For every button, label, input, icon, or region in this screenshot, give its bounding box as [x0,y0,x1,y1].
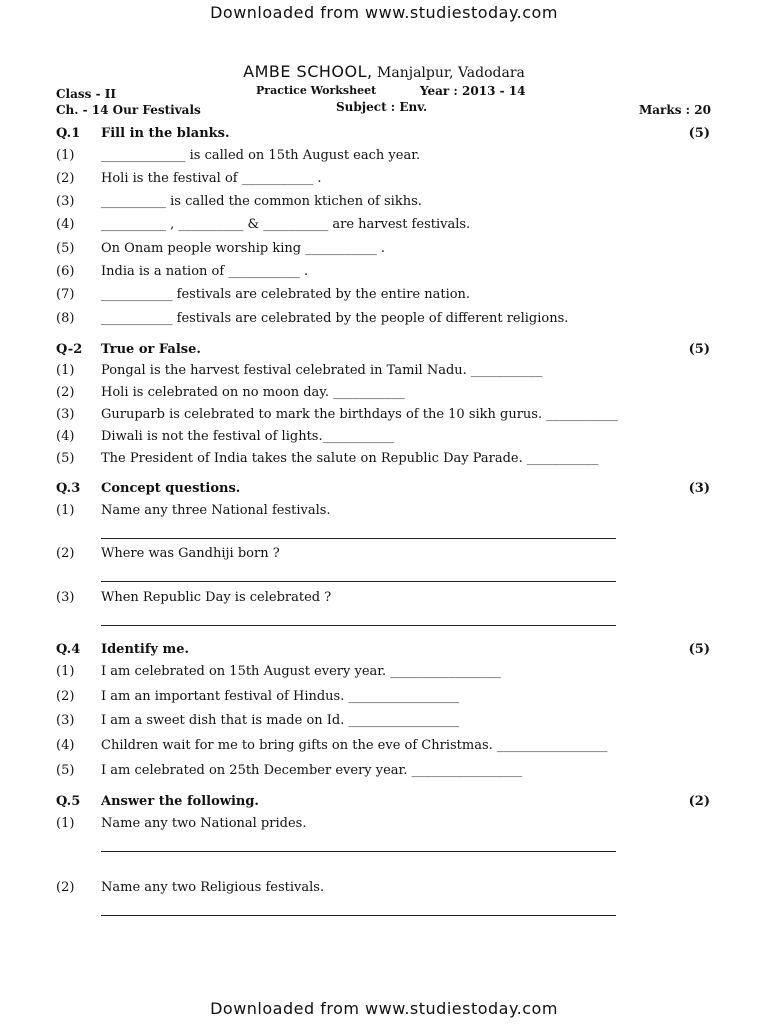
answer-line [101,851,616,852]
q5-marks: (2) [688,794,710,809]
q4-title: Identify me. [101,642,190,657]
item-text: Holi is the festival of ___________ . [101,171,322,186]
chapter-label: Ch. - 14 Our Festivals [56,103,201,117]
download-banner-bottom: Downloaded from www.studiestoday.com [210,999,558,1018]
q4-item [56,763,712,783]
item-number: (4) [56,217,75,232]
item-number: (2) [56,546,75,561]
year-label: Year : 2013 - 14 [420,84,526,98]
q2-item [56,429,712,449]
answer-line [101,915,616,916]
class-label: Class - II [56,87,116,101]
item-text: I am celebrated on 25th December every year. _________________ [101,763,523,778]
item-text: __________ , __________ & __________ are harvest festivals. [101,217,471,232]
subject-label: Subject : Env. [336,100,428,114]
q2-number: Q-2 [56,342,83,357]
answer-line [101,538,616,539]
item-text: India is a nation of ___________ . [101,264,309,279]
q2-item [56,407,712,427]
q4-item [56,664,712,684]
item-text: Where was Gandhiji born ? [101,546,280,561]
item-text: Guruparb is celebrated to mark the birthdays of the 10 sikh gurus. ___________ [101,407,618,422]
item-number: (5) [56,241,75,256]
item-number: (3) [56,194,75,209]
download-banner-top: Downloaded from www.studiestoday.com [210,3,558,22]
item-number: (3) [56,713,75,728]
q3-item [56,546,712,566]
q4-heading [56,642,712,662]
item-number: (2) [56,880,75,895]
item-number: (1) [56,148,75,163]
q1-item [56,264,712,284]
q1-number: Q.1 [56,126,81,141]
q1-item [56,217,712,237]
item-number: (4) [56,738,75,753]
doc-type: Practice Worksheet [256,84,377,97]
q5-title: Answer the following. [101,794,259,809]
item-text: Name any two Religious festivals. [101,880,325,895]
item-number: (5) [56,763,75,778]
q1-item [56,311,712,331]
q4-item [56,738,712,758]
q3-item [56,503,712,523]
item-number: (1) [56,816,75,831]
item-text: Name any three National festivals. [101,503,331,518]
q1-marks: (5) [688,126,710,141]
answer-line [101,581,616,582]
item-number: (6) [56,264,75,279]
q1-title: Fill in the blanks. [101,126,230,141]
item-number: (1) [56,664,75,679]
item-number: (2) [56,171,75,186]
item-number: (3) [56,590,75,605]
item-number: (2) [56,385,75,400]
q1-item [56,241,712,261]
school-location: Manjalpur, Vadodara [377,65,525,81]
item-text: Diwali is not the festival of lights.___________ [101,429,395,444]
school-name: AMBE SCHOOL, [243,62,373,81]
q1-item [56,171,712,191]
item-text: Pongal is the harvest festival celebrated in Tamil Nadu. ___________ [101,363,543,378]
school-header [0,62,768,81]
item-text: The President of India takes the salute on Republic Day Parade. ___________ [101,451,599,466]
q3-number: Q.3 [56,481,81,496]
q2-heading [56,342,712,362]
item-text: On Onam people worship king ___________ . [101,241,386,256]
q5-item [56,880,712,900]
q1-item [56,148,712,168]
marks-label: Marks : 20 [639,103,711,117]
q5-item [56,816,712,836]
item-text: ___________ festivals are celebrated by the people of different religions. [101,311,569,326]
item-text: Children wait for me to bring gifts on the eve of Christmas. _________________ [101,738,608,753]
q4-number: Q.4 [56,642,81,657]
item-text: When Republic Day is celebrated ? [101,590,332,605]
q3-title: Concept questions. [101,481,241,496]
q2-item [56,451,712,471]
q4-item [56,689,712,709]
item-text: Name any two National prides. [101,816,307,831]
item-text: ___________ festivals are celebrated by the entire nation. [101,287,471,302]
item-number: (1) [56,503,75,518]
item-text: I am celebrated on 15th August every year. _________________ [101,664,501,679]
item-text: I am a sweet dish that is made on Id. _________________ [101,713,460,728]
q3-heading [56,481,712,501]
answer-line [101,625,616,626]
item-number: (3) [56,407,75,422]
item-number: (1) [56,363,75,378]
q1-item [56,194,712,214]
item-text: _____________ is called on 15th August each year. [101,148,421,163]
item-number: (5) [56,451,75,466]
q2-item [56,363,712,383]
q2-title: True or False. [101,342,201,357]
item-number: (2) [56,689,75,704]
item-number: (8) [56,311,75,326]
item-text: I am an important festival of Hindus. _________________ [101,689,459,704]
q3-item [56,590,712,610]
q5-number: Q.5 [56,794,81,809]
item-text: Holi is celebrated on no moon day. ___________ [101,385,405,400]
q1-item [56,287,712,307]
q2-item [56,385,712,405]
q5-heading [56,794,712,814]
q1-heading [56,126,712,146]
q2-marks: (5) [688,342,710,357]
item-text: __________ is called the common ktichen of sikhs. [101,194,422,209]
q4-item [56,713,712,733]
q4-marks: (5) [688,642,710,657]
q3-marks: (3) [688,481,710,496]
item-number: (4) [56,429,75,444]
item-number: (7) [56,287,75,302]
